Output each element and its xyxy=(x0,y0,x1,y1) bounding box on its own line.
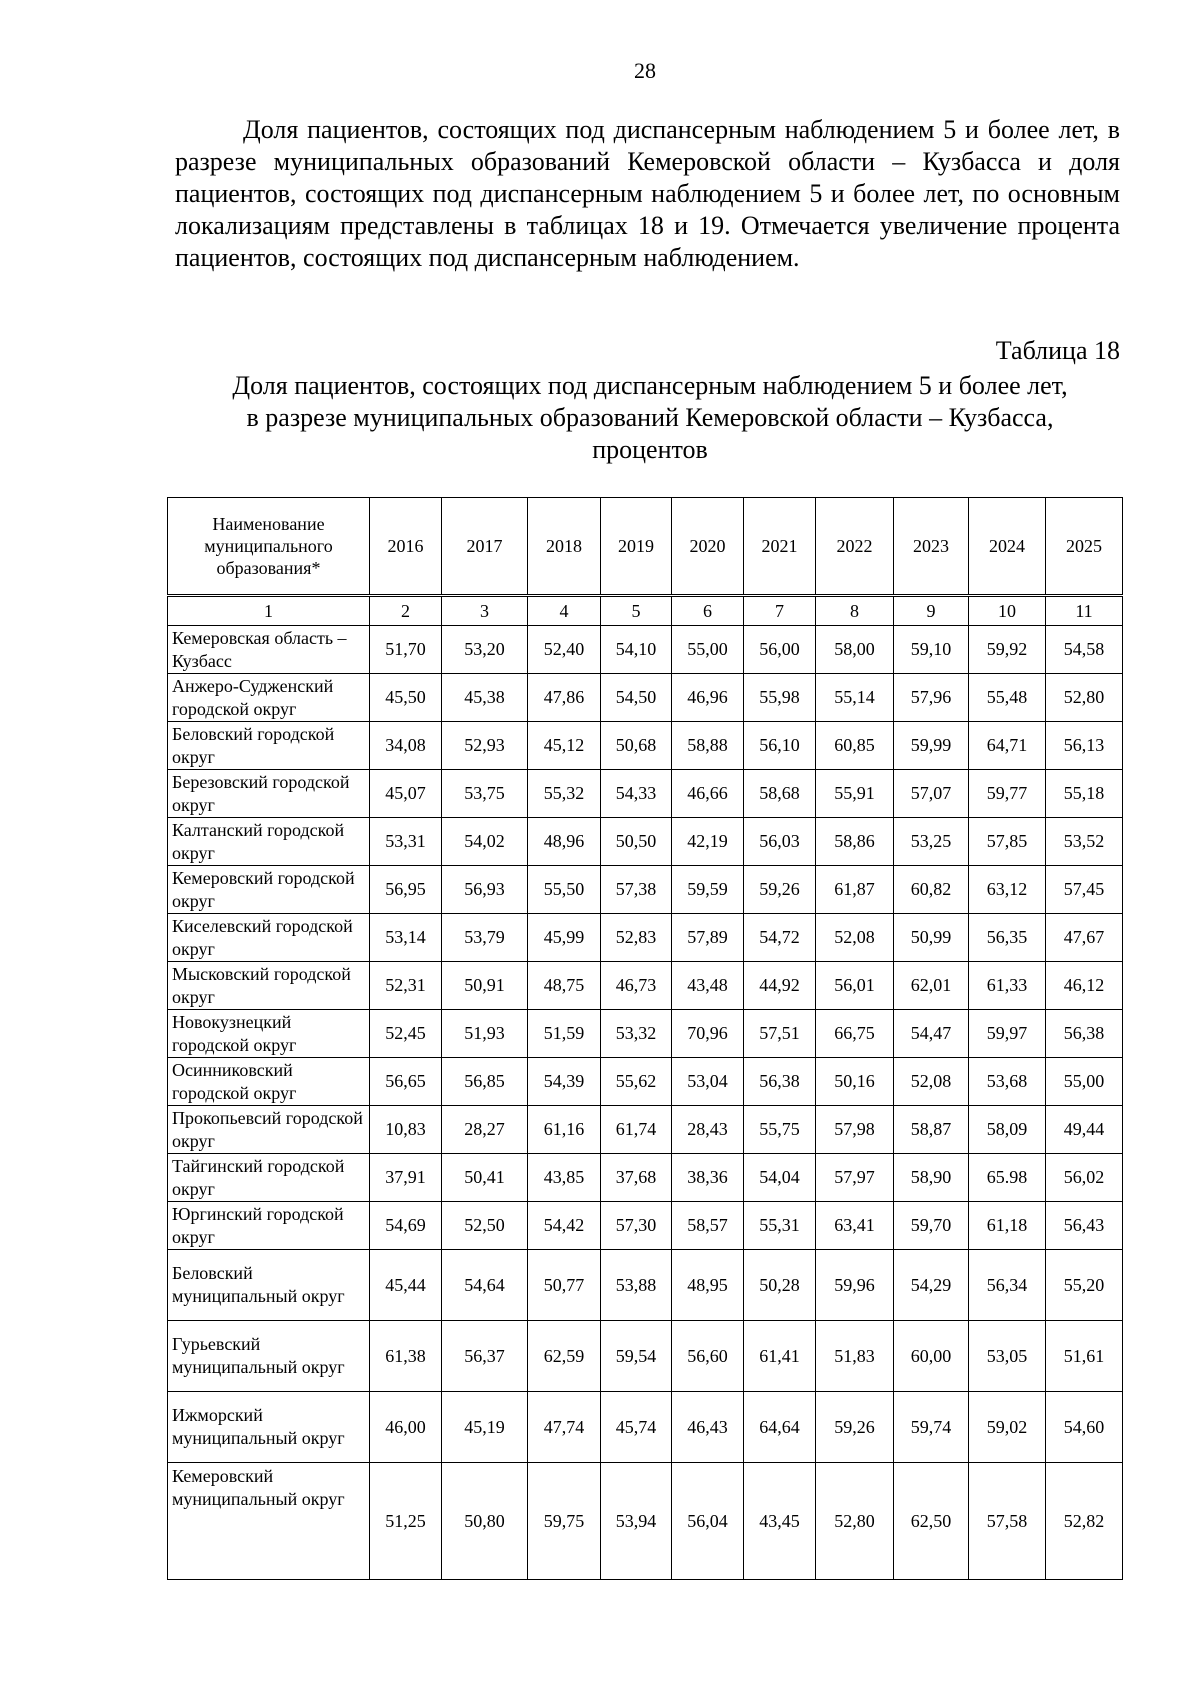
column-number: 4 xyxy=(528,596,601,626)
value-cell: 45,12 xyxy=(528,722,601,770)
column-number: 2 xyxy=(370,596,442,626)
column-header-year: 2020 xyxy=(672,498,744,596)
table-row xyxy=(168,1321,1123,1392)
table-row xyxy=(168,914,1123,962)
value-cell: 54,60 xyxy=(1046,1392,1123,1463)
value-cell: 45,07 xyxy=(370,770,442,818)
row-name-cell: Беловский муниципальный округ xyxy=(168,1250,370,1321)
value-cell: 59,77 xyxy=(969,770,1046,818)
value-cell: 56,02 xyxy=(1046,1154,1123,1202)
table-header-row xyxy=(168,498,1123,596)
value-cell: 57,85 xyxy=(969,818,1046,866)
value-cell: 52,80 xyxy=(816,1463,894,1580)
value-cell: 50,99 xyxy=(894,914,969,962)
column-header-year: 2022 xyxy=(816,498,894,596)
table-caption-line-3: процентов xyxy=(592,435,708,464)
table-row xyxy=(168,866,1123,914)
table-caption xyxy=(180,370,1120,466)
value-cell: 58,68 xyxy=(744,770,816,818)
row-name-cell: Калтанский городской округ xyxy=(168,818,370,866)
value-cell: 37,91 xyxy=(370,1154,442,1202)
value-cell: 58,87 xyxy=(894,1106,969,1154)
value-cell: 49,44 xyxy=(1046,1106,1123,1154)
value-cell: 53,31 xyxy=(370,818,442,866)
table-row xyxy=(168,818,1123,866)
column-header-year: 2023 xyxy=(894,498,969,596)
column-number-row xyxy=(168,596,1123,626)
value-cell: 56,43 xyxy=(1046,1202,1123,1250)
value-cell: 61,38 xyxy=(370,1321,442,1392)
column-number: 5 xyxy=(601,596,672,626)
value-cell: 62,01 xyxy=(894,962,969,1010)
value-cell: 52,93 xyxy=(442,722,528,770)
value-cell: 57,97 xyxy=(816,1154,894,1202)
table-row xyxy=(168,770,1123,818)
value-cell: 61,33 xyxy=(969,962,1046,1010)
table-row xyxy=(168,1010,1123,1058)
value-cell: 46,43 xyxy=(672,1392,744,1463)
value-cell: 53,68 xyxy=(969,1058,1046,1106)
value-cell: 55,62 xyxy=(601,1058,672,1106)
value-cell: 70,96 xyxy=(672,1010,744,1058)
value-cell: 59,26 xyxy=(816,1392,894,1463)
row-name-cell: Анжеро-Судженский городской округ xyxy=(168,674,370,722)
value-cell: 45,19 xyxy=(442,1392,528,1463)
value-cell: 56,60 xyxy=(672,1321,744,1392)
row-name-cell: Прокопьевсий городской округ xyxy=(168,1106,370,1154)
page-number: 28 xyxy=(634,58,656,83)
value-cell: 55,00 xyxy=(1046,1058,1123,1106)
row-name-cell: Кемеровский городской округ xyxy=(168,866,370,914)
value-cell: 61,74 xyxy=(601,1106,672,1154)
value-cell: 59,74 xyxy=(894,1392,969,1463)
value-cell: 65.98 xyxy=(969,1154,1046,1202)
table-number: Таблица 18 xyxy=(995,336,1120,365)
value-cell: 47,67 xyxy=(1046,914,1123,962)
value-cell: 51,93 xyxy=(442,1010,528,1058)
value-cell: 46,00 xyxy=(370,1392,442,1463)
value-cell: 59,02 xyxy=(969,1392,1046,1463)
table-row xyxy=(168,626,1123,674)
value-cell: 52,08 xyxy=(816,914,894,962)
value-cell: 53,14 xyxy=(370,914,442,962)
value-cell: 55,48 xyxy=(969,674,1046,722)
value-cell: 59,92 xyxy=(969,626,1046,674)
value-cell: 59,99 xyxy=(894,722,969,770)
value-cell: 55,18 xyxy=(1046,770,1123,818)
value-cell: 34,08 xyxy=(370,722,442,770)
value-cell: 28,43 xyxy=(672,1106,744,1154)
value-cell: 50,50 xyxy=(601,818,672,866)
value-cell: 52,80 xyxy=(1046,674,1123,722)
value-cell: 56,03 xyxy=(744,818,816,866)
value-cell: 56,65 xyxy=(370,1058,442,1106)
value-cell: 62,50 xyxy=(894,1463,969,1580)
column-header-name: Наименование муниципального образования* xyxy=(168,498,370,596)
value-cell: 10,83 xyxy=(370,1106,442,1154)
value-cell: 55,00 xyxy=(672,626,744,674)
intro-paragraph: Доля пациентов, состоящих под диспансерным наблюдением 5 и более лет, в разрезе муниципальных образований Кемеровской области – Кузбасса и доля пациентов, состоящих под диспансерным наблюдением 5 и более лет, по основным локализациям представлены в таблицах 18 и 19. Отмечается увеличение процента пациентов, состоящих под диспансерным наблюдением. xyxy=(175,115,1120,272)
value-cell: 53,79 xyxy=(442,914,528,962)
value-cell: 51,59 xyxy=(528,1010,601,1058)
row-name-cell: Березовский городской округ xyxy=(168,770,370,818)
row-name-cell: Кемеровская область – Кузбасс xyxy=(168,626,370,674)
value-cell: 38,36 xyxy=(672,1154,744,1202)
value-cell: 56,01 xyxy=(816,962,894,1010)
value-cell: 46,73 xyxy=(601,962,672,1010)
value-cell: 45,38 xyxy=(442,674,528,722)
value-cell: 57,96 xyxy=(894,674,969,722)
value-cell: 56,38 xyxy=(1046,1010,1123,1058)
table-body xyxy=(168,626,1123,1580)
value-cell: 43,45 xyxy=(744,1463,816,1580)
column-number: 7 xyxy=(744,596,816,626)
column-number: 9 xyxy=(894,596,969,626)
value-cell: 57,45 xyxy=(1046,866,1123,914)
value-cell: 51,25 xyxy=(370,1463,442,1580)
column-header-year: 2024 xyxy=(969,498,1046,596)
value-cell: 56,93 xyxy=(442,866,528,914)
value-cell: 58,86 xyxy=(816,818,894,866)
row-name-cell: Осинниковский городской округ xyxy=(168,1058,370,1106)
value-cell: 56,00 xyxy=(744,626,816,674)
value-cell: 54,39 xyxy=(528,1058,601,1106)
value-cell: 42,19 xyxy=(672,818,744,866)
value-cell: 54,10 xyxy=(601,626,672,674)
value-cell: 54,58 xyxy=(1046,626,1123,674)
value-cell: 56,35 xyxy=(969,914,1046,962)
value-cell: 53,04 xyxy=(672,1058,744,1106)
value-cell: 56,85 xyxy=(442,1058,528,1106)
value-cell: 59,10 xyxy=(894,626,969,674)
value-cell: 59,59 xyxy=(672,866,744,914)
value-cell: 45,50 xyxy=(370,674,442,722)
value-cell: 55,20 xyxy=(1046,1250,1123,1321)
value-cell: 63,12 xyxy=(969,866,1046,914)
value-cell: 66,75 xyxy=(816,1010,894,1058)
value-cell: 56,10 xyxy=(744,722,816,770)
value-cell: 53,52 xyxy=(1046,818,1123,866)
column-number: 10 xyxy=(969,596,1046,626)
value-cell: 61,16 xyxy=(528,1106,601,1154)
value-cell: 55,31 xyxy=(744,1202,816,1250)
table-row xyxy=(168,1154,1123,1202)
value-cell: 57,89 xyxy=(672,914,744,962)
value-cell: 57,07 xyxy=(894,770,969,818)
table-row xyxy=(168,1463,1123,1580)
value-cell: 60,00 xyxy=(894,1321,969,1392)
row-name-cell: Юргинский городской округ xyxy=(168,1202,370,1250)
value-cell: 59,96 xyxy=(816,1250,894,1321)
value-cell: 46,96 xyxy=(672,674,744,722)
row-name-cell: Тайгинский городской округ xyxy=(168,1154,370,1202)
value-cell: 43,48 xyxy=(672,962,744,1010)
row-name-cell: Мысковский городской округ xyxy=(168,962,370,1010)
value-cell: 54,04 xyxy=(744,1154,816,1202)
value-cell: 37,68 xyxy=(601,1154,672,1202)
table-row xyxy=(168,1058,1123,1106)
value-cell: 56,04 xyxy=(672,1463,744,1580)
value-cell: 57,51 xyxy=(744,1010,816,1058)
value-cell: 54,69 xyxy=(370,1202,442,1250)
value-cell: 58,00 xyxy=(816,626,894,674)
value-cell: 59,26 xyxy=(744,866,816,914)
value-cell: 45,74 xyxy=(601,1392,672,1463)
value-cell: 54,33 xyxy=(601,770,672,818)
value-cell: 55,14 xyxy=(816,674,894,722)
value-cell: 56,34 xyxy=(969,1250,1046,1321)
value-cell: 55,50 xyxy=(528,866,601,914)
value-cell: 60,82 xyxy=(894,866,969,914)
value-cell: 60,85 xyxy=(816,722,894,770)
value-cell: 46,66 xyxy=(672,770,744,818)
value-cell: 48,95 xyxy=(672,1250,744,1321)
value-cell: 50,80 xyxy=(442,1463,528,1580)
table-row xyxy=(168,674,1123,722)
value-cell: 57,38 xyxy=(601,866,672,914)
value-cell: 55,75 xyxy=(744,1106,816,1154)
table-caption-line-2: в разрезе муниципальных образований Кемеровской области – Кузбасса, xyxy=(246,403,1054,432)
column-header-year: 2025 xyxy=(1046,498,1123,596)
value-cell: 48,75 xyxy=(528,962,601,1010)
value-cell: 54,72 xyxy=(744,914,816,962)
value-cell: 50,77 xyxy=(528,1250,601,1321)
value-cell: 50,41 xyxy=(442,1154,528,1202)
table-row xyxy=(168,1106,1123,1154)
value-cell: 44,92 xyxy=(744,962,816,1010)
column-number: 6 xyxy=(672,596,744,626)
value-cell: 55,91 xyxy=(816,770,894,818)
value-cell: 58,57 xyxy=(672,1202,744,1250)
value-cell: 54,42 xyxy=(528,1202,601,1250)
value-cell: 52,50 xyxy=(442,1202,528,1250)
value-cell: 45,44 xyxy=(370,1250,442,1321)
value-cell: 53,94 xyxy=(601,1463,672,1580)
value-cell: 50,91 xyxy=(442,962,528,1010)
column-number: 1 xyxy=(168,596,370,626)
value-cell: 51,83 xyxy=(816,1321,894,1392)
table-row xyxy=(168,962,1123,1010)
table-row xyxy=(168,1250,1123,1321)
value-cell: 57,30 xyxy=(601,1202,672,1250)
value-cell: 28,27 xyxy=(442,1106,528,1154)
value-cell: 57,98 xyxy=(816,1106,894,1154)
value-cell: 53,20 xyxy=(442,626,528,674)
row-name-cell: Беловский городской округ xyxy=(168,722,370,770)
row-name-cell: Ижморский муниципальный округ xyxy=(168,1392,370,1463)
value-cell: 56,95 xyxy=(370,866,442,914)
column-number: 11 xyxy=(1046,596,1123,626)
value-cell: 53,25 xyxy=(894,818,969,866)
value-cell: 54,47 xyxy=(894,1010,969,1058)
value-cell: 58,90 xyxy=(894,1154,969,1202)
value-cell: 53,88 xyxy=(601,1250,672,1321)
column-header-year: 2018 xyxy=(528,498,601,596)
value-cell: 58,88 xyxy=(672,722,744,770)
value-cell: 58,09 xyxy=(969,1106,1046,1154)
value-cell: 52,08 xyxy=(894,1058,969,1106)
value-cell: 59,70 xyxy=(894,1202,969,1250)
value-cell: 45,99 xyxy=(528,914,601,962)
value-cell: 62,59 xyxy=(528,1321,601,1392)
value-cell: 52,31 xyxy=(370,962,442,1010)
value-cell: 56,37 xyxy=(442,1321,528,1392)
value-cell: 56,13 xyxy=(1046,722,1123,770)
value-cell: 61,41 xyxy=(744,1321,816,1392)
column-header-year: 2021 xyxy=(744,498,816,596)
value-cell: 53,05 xyxy=(969,1321,1046,1392)
value-cell: 63,41 xyxy=(816,1202,894,1250)
value-cell: 61,87 xyxy=(816,866,894,914)
value-cell: 59,97 xyxy=(969,1010,1046,1058)
value-cell: 47,86 xyxy=(528,674,601,722)
value-cell: 54,50 xyxy=(601,674,672,722)
value-cell: 57,58 xyxy=(969,1463,1046,1580)
value-cell: 48,96 xyxy=(528,818,601,866)
value-cell: 53,75 xyxy=(442,770,528,818)
table-row xyxy=(168,1392,1123,1463)
value-cell: 52,82 xyxy=(1046,1463,1123,1580)
value-cell: 52,40 xyxy=(528,626,601,674)
data-table xyxy=(167,497,1123,1580)
row-name-cell: Гурьевский муниципальный округ xyxy=(168,1321,370,1392)
value-cell: 47,74 xyxy=(528,1392,601,1463)
table-caption-line-1: Доля пациентов, состоящих под диспансерным наблюдением 5 и более лет, xyxy=(232,371,1068,400)
value-cell: 51,70 xyxy=(370,626,442,674)
value-cell: 54,29 xyxy=(894,1250,969,1321)
table-row xyxy=(168,722,1123,770)
column-number: 3 xyxy=(442,596,528,626)
value-cell: 51,61 xyxy=(1046,1321,1123,1392)
data-table-container xyxy=(167,497,1122,1580)
value-cell: 52,83 xyxy=(601,914,672,962)
table-row xyxy=(168,1202,1123,1250)
row-name-cell: Новокузнецкий городской округ xyxy=(168,1010,370,1058)
value-cell: 64,71 xyxy=(969,722,1046,770)
value-cell: 50,16 xyxy=(816,1058,894,1106)
value-cell: 52,45 xyxy=(370,1010,442,1058)
row-name-cell: Киселевский городской округ xyxy=(168,914,370,962)
column-header-year: 2019 xyxy=(601,498,672,596)
value-cell: 56,38 xyxy=(744,1058,816,1106)
value-cell: 61,18 xyxy=(969,1202,1046,1250)
value-cell: 54,64 xyxy=(442,1250,528,1321)
value-cell: 54,02 xyxy=(442,818,528,866)
row-name-cell: Кемеровский муниципальный округ xyxy=(168,1463,370,1580)
value-cell: 55,98 xyxy=(744,674,816,722)
value-cell: 59,54 xyxy=(601,1321,672,1392)
value-cell: 46,12 xyxy=(1046,962,1123,1010)
value-cell: 50,28 xyxy=(744,1250,816,1321)
column-header-year: 2016 xyxy=(370,498,442,596)
value-cell: 64,64 xyxy=(744,1392,816,1463)
column-header-year: 2017 xyxy=(442,498,528,596)
value-cell: 55,32 xyxy=(528,770,601,818)
value-cell: 53,32 xyxy=(601,1010,672,1058)
value-cell: 50,68 xyxy=(601,722,672,770)
value-cell: 43,85 xyxy=(528,1154,601,1202)
column-number: 8 xyxy=(816,596,894,626)
value-cell: 59,75 xyxy=(528,1463,601,1580)
